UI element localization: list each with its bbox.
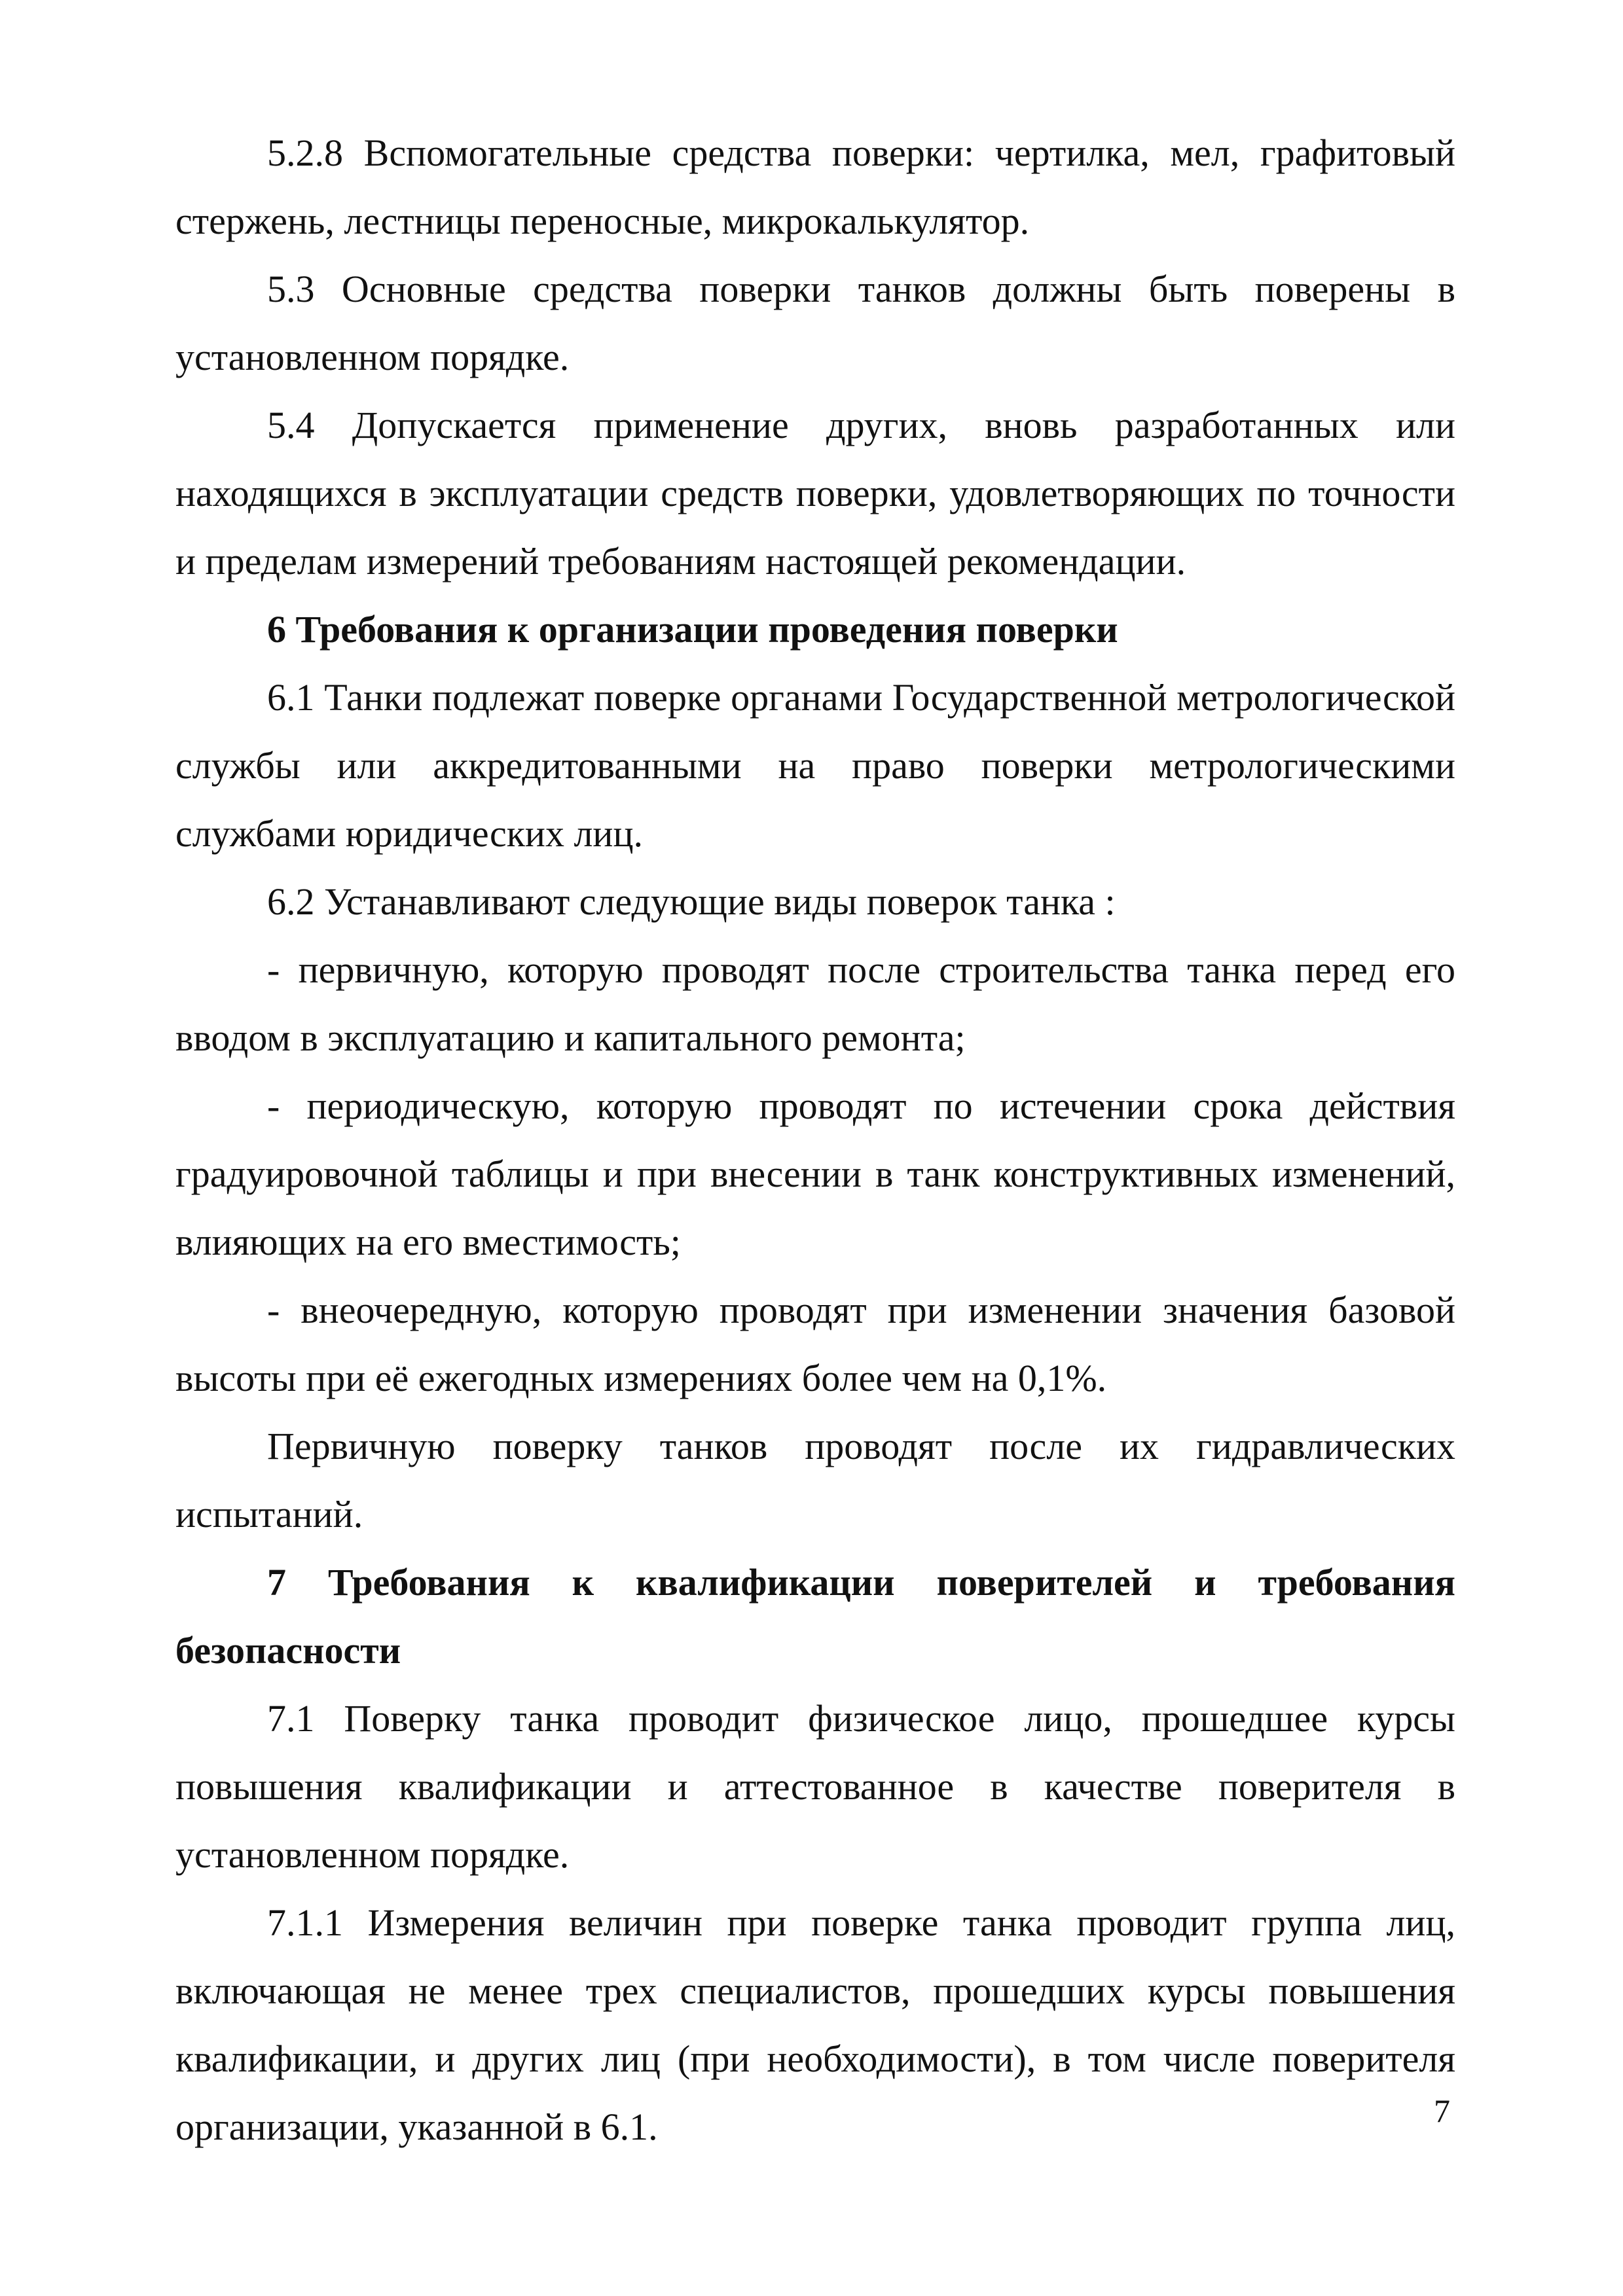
- paragraph-primary-note: Первичную поверку танков проводят после их гидравлических испытаний.: [175, 1425, 1455, 1535]
- page-number: 7: [1434, 2092, 1450, 2129]
- paragraph-6-2: 6.2 Устанавливают следующие виды поверок танка :: [267, 880, 1116, 923]
- paragraph-7-1-1: 7.1.1 Измерения величин при поверке танка проводит группа лиц, включающая не менее трех специалистов, прошедших курсы повышения квалификации, и других лиц (при необходимости), в том числе поверителя организации, указанной в 6.1.: [175, 1901, 1455, 2148]
- paragraph-5-4: 5.4 Допускается применение других, вновь разработанных или находящихся в эксплуатации средств поверки, удовлетворяющих по точности и пределам измерений требованиям настоящей рекомендации.: [175, 404, 1455, 583]
- paragraph-5-2-8: 5.2.8 Вспомогательные средства поверки: чертилка, мел, графитовый стержень, лестницы переносные, микрокалькулятор.: [175, 132, 1455, 242]
- paragraph-5-3: 5.3 Основные средства поверки танков должны быть поверены в установленном порядке.: [175, 268, 1455, 378]
- list-item-extraordinary: - внеочередную, которую проводят при изменении значения базовой высоты при её ежегодных измерениях более чем на 0,1%.: [175, 1289, 1455, 1399]
- list-item-primary: - первичную, которую проводят после строительства танка перед его вводом в эксплуатацию и капитального ремонта;: [175, 948, 1455, 1059]
- paragraph-6-1: 6.1 Танки подлежат поверке органами Государственной метрологической службы или аккредитованными на право поверки метрологическими службами юридических лиц.: [175, 676, 1455, 855]
- list-item-periodic: - периодическую, которую проводят по истечении срока действия градуировочной таблицы и при внесении в танк конструктивных изменений, влияющих на его вместимость;: [175, 1085, 1455, 1263]
- page-body: [175, 119, 1455, 2161]
- section-heading-7: 7 Требования к квалификации поверителей и требования безопасности: [175, 1561, 1455, 1672]
- section-heading-6: 6 Требования к организации проведения поверки: [267, 608, 1118, 651]
- paragraph-7-1: 7.1 Поверку танка проводит физическое лицо, прошедшее курсы повышения квалификации и аттестованное в качестве поверителя в установленном порядке.: [175, 1697, 1455, 1876]
